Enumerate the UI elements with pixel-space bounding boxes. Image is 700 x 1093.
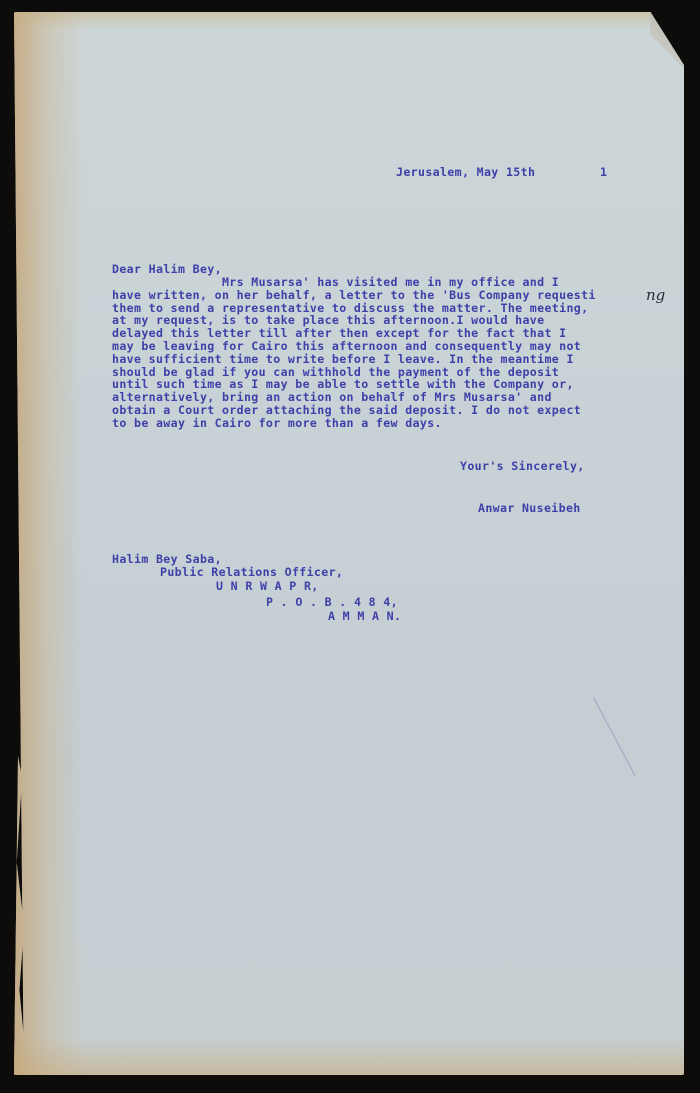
signature-name: Anwar Nuseibeh: [478, 501, 581, 515]
folded-corner: [650, 12, 684, 72]
body-line: have sufficient time to write before I leave. In the meantime I: [112, 351, 574, 366]
handwritten-correction: ng: [646, 286, 666, 304]
body-line: should be glad if you can withhold the payment of the deposit: [112, 364, 560, 379]
body-line: have written, on her behalf, a letter to the 'Bus Company requesti: [112, 287, 596, 302]
page-number: 1: [600, 165, 608, 179]
body-line: them to send a representative to discuss the matter. The meeting,: [112, 300, 589, 315]
body-line: may be leaving for Cairo this afternoon and consequently may not: [112, 339, 582, 353]
paper-stain-bottom: [14, 1037, 684, 1075]
letter-body: [112, 276, 652, 436]
closing: Your's Sincerely,: [460, 459, 585, 473]
recipient-city: A M M A N.: [328, 609, 402, 623]
body-line: alternatively, bring an action on behalf of Mrs Musarsa' and: [112, 390, 552, 405]
recipient-title: Public Relations Officer,: [160, 565, 344, 579]
place-date: Jerusalem, May 15th: [396, 165, 536, 179]
recipient-organisation: U N R W A P R,: [216, 579, 319, 593]
recipient-name: Halim Bey Saba,: [112, 552, 222, 566]
body-line: delayed this letter till after then except for the fact that I: [112, 326, 567, 341]
body-line: to be away in Cairo for more than a few days.: [112, 415, 442, 430]
body-line: obtain a Court order attaching the said deposit. I do not expect: [112, 403, 582, 417]
paper-sheet: [14, 12, 684, 1075]
recipient-po-box: P . O . B . 4 8 4,: [266, 595, 398, 609]
body-line: until such time as I may be able to settle with the Company or,: [112, 377, 574, 392]
body-line: at my request, is to take place this afternoon.I would have: [112, 313, 545, 328]
pencil-mark: [593, 697, 636, 777]
paper-stain-left: [14, 12, 84, 1075]
salutation: Dear Halim Bey,: [112, 262, 222, 276]
paper-stain-top: [14, 12, 684, 30]
body-line: Mrs Musarsa' has visited me in my office and I: [112, 275, 560, 289]
